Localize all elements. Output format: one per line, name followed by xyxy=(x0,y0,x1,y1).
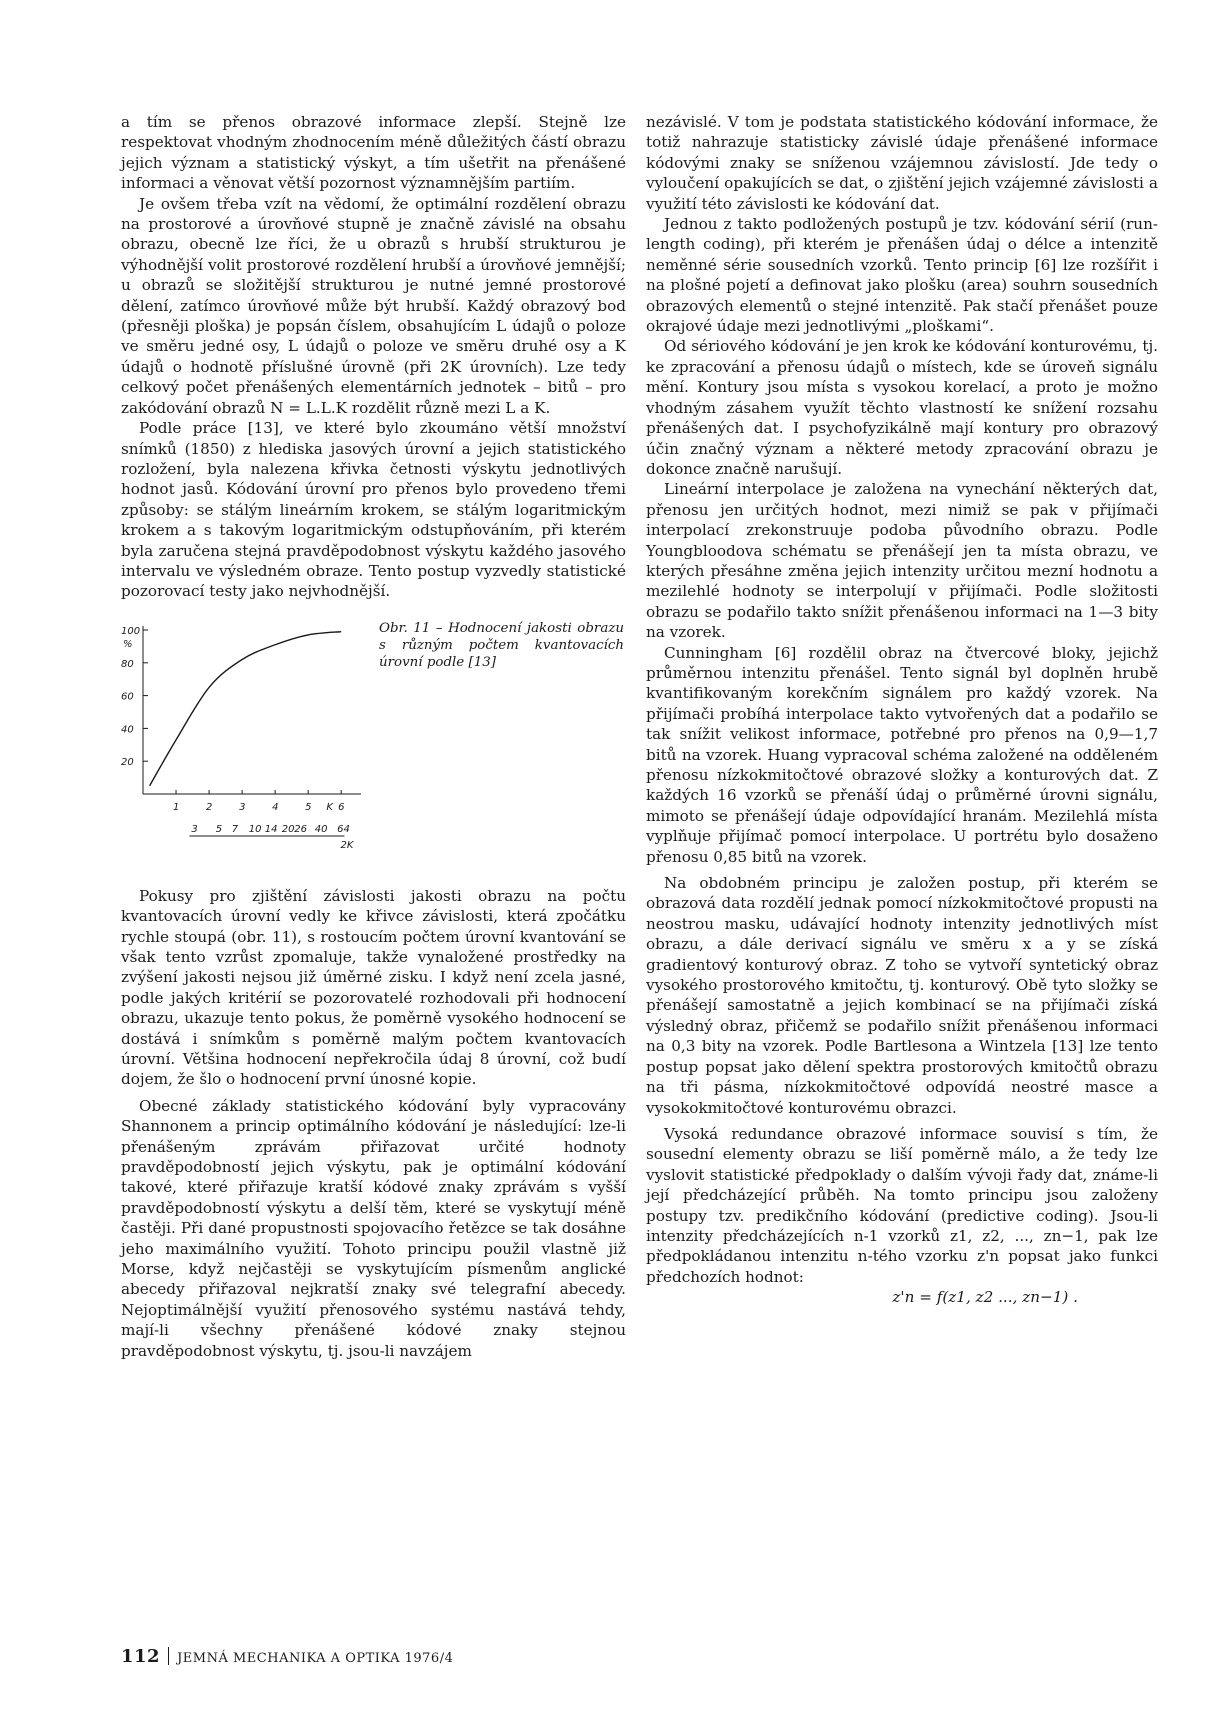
y-tick-label: 60 xyxy=(121,691,134,703)
paragraph: Podle práce [13], ve které bylo zkoumáno větší množství snímků (1850) z hlediska jasových úrovní a jejich statistického rozložení, byla nalezena křivka četnosti výskytu jednotlivých hodnot jasů. Kódování úrovní pro přenos bylo provedeno třemi způsoby: se stálým lineárním krokem, se stálým logaritmickým krokem a s takovým logaritmickým odstupňováním, při kterém byla zaručena stejná pravděpodobnost výskytu každého jasového intervalu ve výsledném obraze. Tento postup vyzvedly statistické pozorovací testy jako nejvhodnější. xyxy=(121,419,626,601)
x-tick-label-2K: 5 xyxy=(215,823,223,835)
footer-divider xyxy=(168,1647,169,1665)
x-tick-label-2K: 20 xyxy=(281,823,295,835)
quality-curve xyxy=(150,631,342,785)
x-tick-label-2K: 3 xyxy=(191,823,198,835)
paragraph: a tím se přenos obrazové informace zlepší. Stejně lze respektovat vhodným zhodnocením méně důležitých částí obrazu jejich význam a statistický výskyt, a tím ušetřit na přenášené informaci a věnovat větší pozornost významnějším partiím. xyxy=(121,113,626,193)
x-tick-label-K: 1 xyxy=(173,801,180,813)
x-tick-label-2K: 7 xyxy=(231,823,239,835)
formula: z'n = f(z1, z2 ..., zn−1) . xyxy=(892,1288,1078,1307)
right-column xyxy=(646,112,1158,1308)
x-tick-label-K: 6 xyxy=(338,801,345,813)
journal-name: JEMNÁ MECHANIKA A OPTIKA 1976/4 xyxy=(177,1651,454,1666)
quality-chart xyxy=(121,616,371,878)
figure-11 xyxy=(121,616,626,878)
figure-caption: Obr. 11 – Hodnocení jakosti obrazu s různým počtem kvantovacích úrovní podle [13] xyxy=(379,620,624,670)
x-tick-label-2K: 10 xyxy=(248,823,262,835)
y-tick-label: 80 xyxy=(121,658,134,670)
x-axis-label-K: K xyxy=(326,801,333,813)
x-tick-label-K: 2 xyxy=(206,801,213,813)
paragraph: Jednou z takto podložených postupů je tzv. kódování sérií (run-length coding), při kterém je přenášen údaj o délce a intenzitě neměnné série sousedních vzorků. Tento princip [6] lze rozšířit i na plošné pojetí a definovat jako plošku (area) souhrn sousedních obrazových elementů o stejné intenzitě. Pak stačí přenášet pouze okrajové údaje mezi jednotlivými „ploškami“. xyxy=(646,215,1158,336)
x-tick-label-2K: 64 xyxy=(337,823,350,835)
paragraph: Obecné základy statistického kódování byly vypracovány Shannonem a princip optimálního kódování je následující: lze-li přenášeným zprávám přiřazovat určité hodnoty pravděpodobností jejich výskytu, pak je optimální kódování takové, které přiřazuje kratší kódové znaky zprávám s vyšší pravděpodobností výskytu a delší těm, které se vyskytují méně častěji. Při dané propustnosti spojovacího řetězce se tak dosáhne jeho maximálního využití. Tohoto principu použil vlastně již Morse, když nejčastěji se vyskytujícím písmenům anglické abecedy přiřazoval nejkratší znaky své telegrafní abecedy. Nejoptimálnější využití přenosového systému nastává tehdy, mají-li všechny přenášené kódové znaky stejnou pravděpodobnost výskytu, tj. jsou-li navzájem xyxy=(121,1096,626,1360)
y-tick-label: 100 xyxy=(121,625,141,637)
paragraph: Pokusy pro zjištění závislosti jakosti obrazu na počtu kvantovacích úrovní vedly ke křivce závislosti, která zpočátku rychle stoupá (obr. 11), s rostoucím počtem úrovní kvantování se však tento vzrůst zpomaluje, takže vynaložené prostředky na zvýšení jakosti nejsou již úměrné zisku. I když není zcela jasné, podle jakých kritérií se pozorovatelé rozhodovali při hodnocení obrazu, ukazuje tento pokus, že poměrně vysokého hodnocení se dostává i snímkům s poměrně malým počtem kvantovacích úrovní. Většina hodnocení nepřekročila údaj 8 úrovní, což budí dojem, že šlo o hodnocení první únosné kopie. xyxy=(121,886,626,1089)
x-tick-label-2K: 26 xyxy=(294,823,307,835)
y-tick-label: 20 xyxy=(121,756,134,768)
paragraph: Od sériového kódování je jen krok ke kódování konturovému, tj. ke zpracování a přenosu údajů o místech, kde se úroveň signálu mění. Kontury jsou místa s vysokou korelací, a proto je možno vhodným zásahem využít těchto vlastností ke snížení rozsahu přenášených dat. I psychofyzikálně mají kontury pro obrazový účin značný význam a některé metody zpracování obrazu je dokonce značně narušují. xyxy=(646,337,1158,478)
x-tick-label-K: 3 xyxy=(239,801,246,813)
y-tick-label: 40 xyxy=(121,724,134,736)
x-tick-label-K: 4 xyxy=(272,801,279,813)
x-tick-label-2K: 40 xyxy=(314,823,328,835)
paragraph: Cunningham [6] rozdělil obraz na čtvercové bloky, jejichž průměrnou intenzitu přenášel. Tento signál byl doplněn hrubě kvantifikovaným korekčním signálem pro každý vzorek. Na přijímači probíhá interpolace takto vytvořených dat a podařilo se tak snížit velikost informace, potřebné pro přenos na 0,9—1,7 bitů na vzorek. Huang vypracoval schéma založené na odděleném přenosu nízkokmitočtové obrazové složky a konturových dat. Z každých 16 vzorků se přenáší údaj o průměrné úrovni signálu, mimoto se přenášejí údaje odpovídající hranám. Mezilehlá místa vyplňuje přijímač pomocí interpolace. U portrétu bylo dosaženo přenosu 0,85 bitů na vzorek. xyxy=(646,643,1158,866)
y-axis-unit: % xyxy=(123,638,133,650)
paragraph: Na obdobném principu je založen postup, při kterém se obrazová data rozdělí jednak pomocí nízkokmitočtové propusti na neostrou masku, udávající hodnoty intenzity jednotlivých míst obrazu, a dále derivací signálu ve směru x a y se získá gradientový konturový obraz. Z toho se vytvoří syntetický obraz vysokého prostorového kmitočtu, tj. konturový. Obě tyto složky se přenášejí samostatně a jejich kombinací se na přijímači získá výsledný obraz, přičemž se podařilo snížit přenášenou informaci na 0,3 bity na vzorek. Podle Bartlesona a Wintzela [13] lze tento postup popsat jako dělení spektra prostorových kmitočtů obrazu na tři pásma, nízkokmitočtové odpovídá neostré masce a vysokokmitočtové konturovému obrazci. xyxy=(646,874,1158,1117)
paragraph: Vysoká redundance obrazové informace souvisí s tím, že sousední elementy obrazu se liší poměrně málo, a že tedy lze vyslovit statistické předpoklady o dalším vývoji řady dat, známe-li její předcházející průběh. Na tomto principu jsou založeny postupy tzv. predikčního kódování (predictive coding). Jsou-li intenzity předcházejících n-1 vzorků z1, z2, ..., zn−1, pak lze předpokládanou intenzitu n-tého vzorku z'n popsat jako funkci předchozích hodnot: xyxy=(646,1124,1158,1286)
paragraph: Lineární interpolace je založena na vynechání některých dat, přenosu jen určitých hodnot, mezi nimiž se pak v přijímači interpolací zrekonstruuje podoba původního obrazu. Podle Youngbloodova schématu se přenášejí jen ta místa obrazu, ve kterých přesáhne změna jejich intenzity určitou mezní hodnotu a mezilehlé hodnoty se interpolují v přijímači. Podle složitosti obrazu se podařilo takto snížit přenášenou informaci na 1—3 bity na vzorek. xyxy=(646,480,1158,642)
x-tick-label-2K: 14 xyxy=(264,823,278,835)
x-axis-label-2K: 2K xyxy=(340,839,354,851)
page-footer xyxy=(121,1646,453,1667)
x-tick-label-K: 5 xyxy=(305,801,312,813)
left-column xyxy=(121,112,626,1361)
page-number: 112 xyxy=(121,1646,161,1667)
paragraph: nezávislé. V tom je podstata statistického kódování informace, že totiž nahrazuje statisticky závislé údaje přenášené informace kódovými znaky se sníženou vzájemnou závislostí. Jde tedy o vyloučení opakujících se dat, o zjištění jejich vzájemné závislosti a využití této závislosti ke kódování dat. xyxy=(646,113,1158,213)
paragraph: Je ovšem třeba vzít na vědomí, že optimální rozdělení obrazu na prostorové a úrovňové stupně je značně závislé na obsahu obrazu, obecně lze říci, že u obrazů s hrubší strukturou je výhodnější volit prostorové rozdělení hrubší a úrovňové jemnější; u obrazů se složitější strukturou je nutné jemné prostorové dělení, zatímco úrovňové může být hrubší. Každý obrazový bod (přesněji ploška) je popsán číslem, obsahujícím L údajů o poloze ve směru jedné osy, L údajů o poloze ve směru druhé osy a K údajů o hodnotě příslušné úrovně (při 2K úrovních). Lze tedy celkový počet přenášených elementárních jednotek – bitů – pro zakódování obrazů N = L.L.K rozdělit různě mezi L a K. xyxy=(121,194,626,417)
